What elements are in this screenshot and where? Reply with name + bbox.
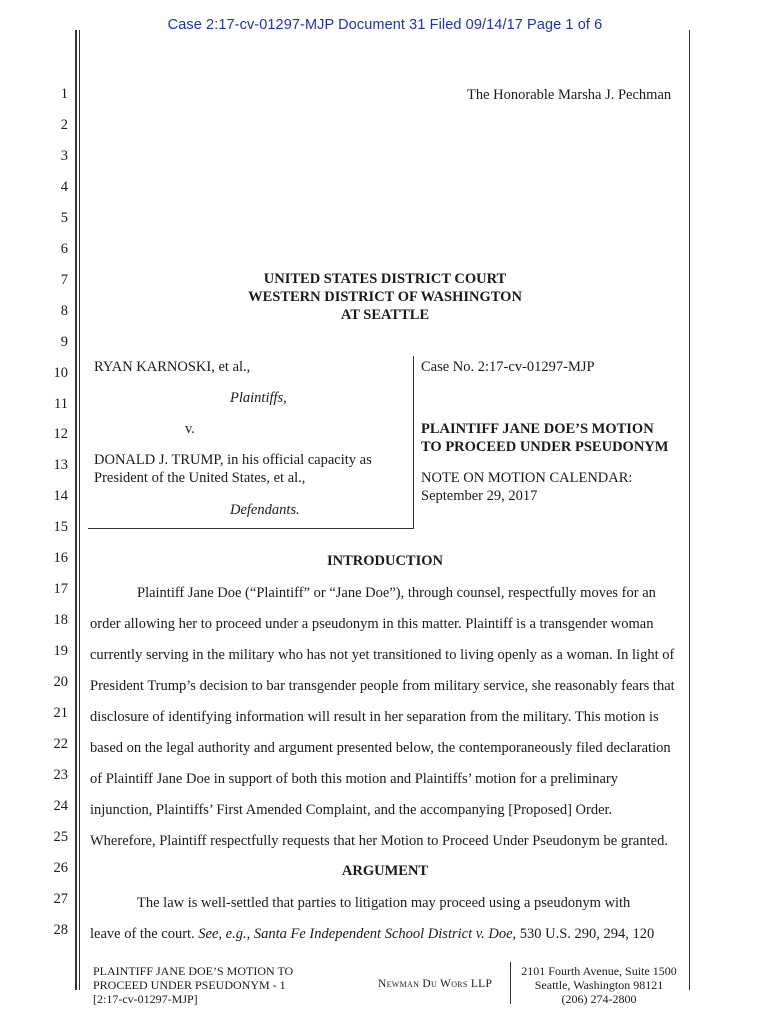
motion-title-line-2: TO PROCEED UNDER PSEUDONYM [421, 439, 669, 455]
body-line: disclosure of identifying information will result in her separation from the military. This motion is [90, 709, 659, 725]
firm-name: Newman Du Wors LLP [378, 978, 493, 990]
line-number: 23 [53, 766, 68, 783]
court-line-1: UNITED STATES DISTRICT COURT [263, 271, 507, 287]
line-number: 13 [53, 457, 68, 474]
note-on-calendar: NOTE ON MOTION CALENDAR: [421, 470, 633, 486]
body-line: of Plaintiff Jane Doe in support of both this motion and Plaintiffs’ motion for a preliminary [90, 771, 618, 787]
plaintiff-name: RYAN KARNOSKI, et al., [94, 359, 251, 375]
introduction-heading: INTRODUCTION [326, 553, 443, 569]
line-number: 18 [53, 612, 68, 629]
line-number: 9 [60, 333, 68, 350]
line-number: 22 [53, 735, 68, 752]
line-number: 5 [60, 209, 68, 226]
line-number: 26 [53, 859, 68, 876]
line-number: 27 [53, 890, 68, 907]
caption-divider-vertical [413, 356, 414, 528]
line-number: 24 [53, 797, 68, 814]
body-line: currently serving in the military who has not yet transitioned to living openly as a woman. In light of [90, 647, 675, 663]
filing-stamp: Case 2:17-cv-01297-MJP Document 31 Filed 09/14/17 Page 1 of 6 [167, 17, 603, 33]
caption-divider-horizontal [88, 528, 414, 529]
versus: v. [185, 421, 195, 437]
body-line: based on the legal authority and argument presented below, the contemporaneously filed declaration [90, 740, 671, 756]
body-line: President Trump’s decision to bar transgender people from military service, she reasonably fears that [90, 678, 675, 694]
footer-left-line-2: PROCEED UNDER PSEUDONYM - 1 [93, 978, 286, 992]
line-number: 19 [53, 643, 68, 660]
body-line: Plaintiff Jane Doe (“Plaintiff” or “Jane Doe”), through counsel, respectfully moves for an [137, 585, 656, 601]
judge-name: The Honorable Marsha J. Pechman [467, 87, 672, 103]
left-margin-rule-inner [79, 30, 80, 990]
court-line-2: WESTERN DISTRICT OF WASHINGTON [248, 289, 522, 305]
line-number: 17 [53, 581, 68, 598]
footer-left-line-1: PLAINTIFF JANE DOE’S MOTION TO [93, 964, 294, 978]
court-line-3: AT SEATTLE [340, 307, 430, 323]
line-number: 2 [60, 116, 68, 133]
line-number: 28 [53, 921, 68, 938]
line-number: 6 [60, 240, 68, 257]
line-number: 4 [60, 178, 68, 195]
court-heading [0, 270, 770, 324]
defendants-label: Defendants. [230, 502, 300, 518]
footer-address [514, 964, 684, 1006]
motion-title-line-1: PLAINTIFF JANE DOE’S MOTION [421, 421, 654, 437]
footer-address-line-2: Seattle, Washington 98121 [534, 978, 664, 992]
line-number: 7 [60, 271, 68, 288]
defendant-line-1: DONALD J. TRUMP, in his official capacity as [94, 452, 372, 468]
defendant-line-2: President of the United States, et al., [94, 470, 306, 486]
line-number: 11 [54, 395, 68, 412]
footer-address-line-1: 2101 Fourth Avenue, Suite 1500 [521, 964, 677, 978]
argument-heading: ARGUMENT [341, 863, 429, 879]
line-number: 10 [53, 364, 68, 381]
footer-left [93, 964, 293, 1006]
note-date: September 29, 2017 [421, 488, 538, 504]
line-number: 8 [60, 302, 68, 319]
footer-address-line-3: (206) 274-2800 [561, 992, 637, 1006]
left-margin-rule-outer [75, 30, 77, 990]
line-number: 12 [53, 426, 68, 443]
footer-rule [510, 962, 511, 1004]
line-number: 14 [53, 488, 68, 505]
argument-line-2-start: leave of the court. [90, 926, 199, 942]
line-number: 21 [53, 705, 68, 721]
footer-left-line-3: [2:17-cv-01297-MJP] [93, 992, 198, 1006]
line-number: 15 [53, 519, 68, 536]
body-line: injunction, Plaintiffs’ First Amended Complaint, and the accompanying [Proposed] Order. [90, 802, 613, 818]
case-citation: See, e.g., Santa Fe Independent School District v. Doe [198, 926, 513, 942]
argument-line-1: The law is well-settled that parties to litigation may proceed using a pseudonym with [137, 895, 631, 911]
line-number: 3 [60, 147, 68, 164]
case-number: Case No. 2:17-cv-01297-MJP [421, 359, 595, 375]
argument-line-2-end: , 530 U.S. 290, 294, 120 [512, 926, 655, 942]
line-number: 25 [53, 828, 68, 845]
body-line: Wherefore, Plaintiff respectfully requests that her Motion to Proceed Under Pseudonym be granted. [90, 833, 668, 849]
plaintiffs-label: Plaintiffs, [230, 390, 287, 406]
line-number: 20 [53, 674, 68, 691]
argument-line-2 [90, 926, 654, 943]
right-margin-rule [689, 30, 690, 990]
line-number: 1 [60, 86, 68, 102]
line-number: 16 [53, 550, 68, 567]
body-line: order allowing her to proceed under a pseudonym in this matter. Plaintiff is a transgender woman [90, 616, 654, 632]
